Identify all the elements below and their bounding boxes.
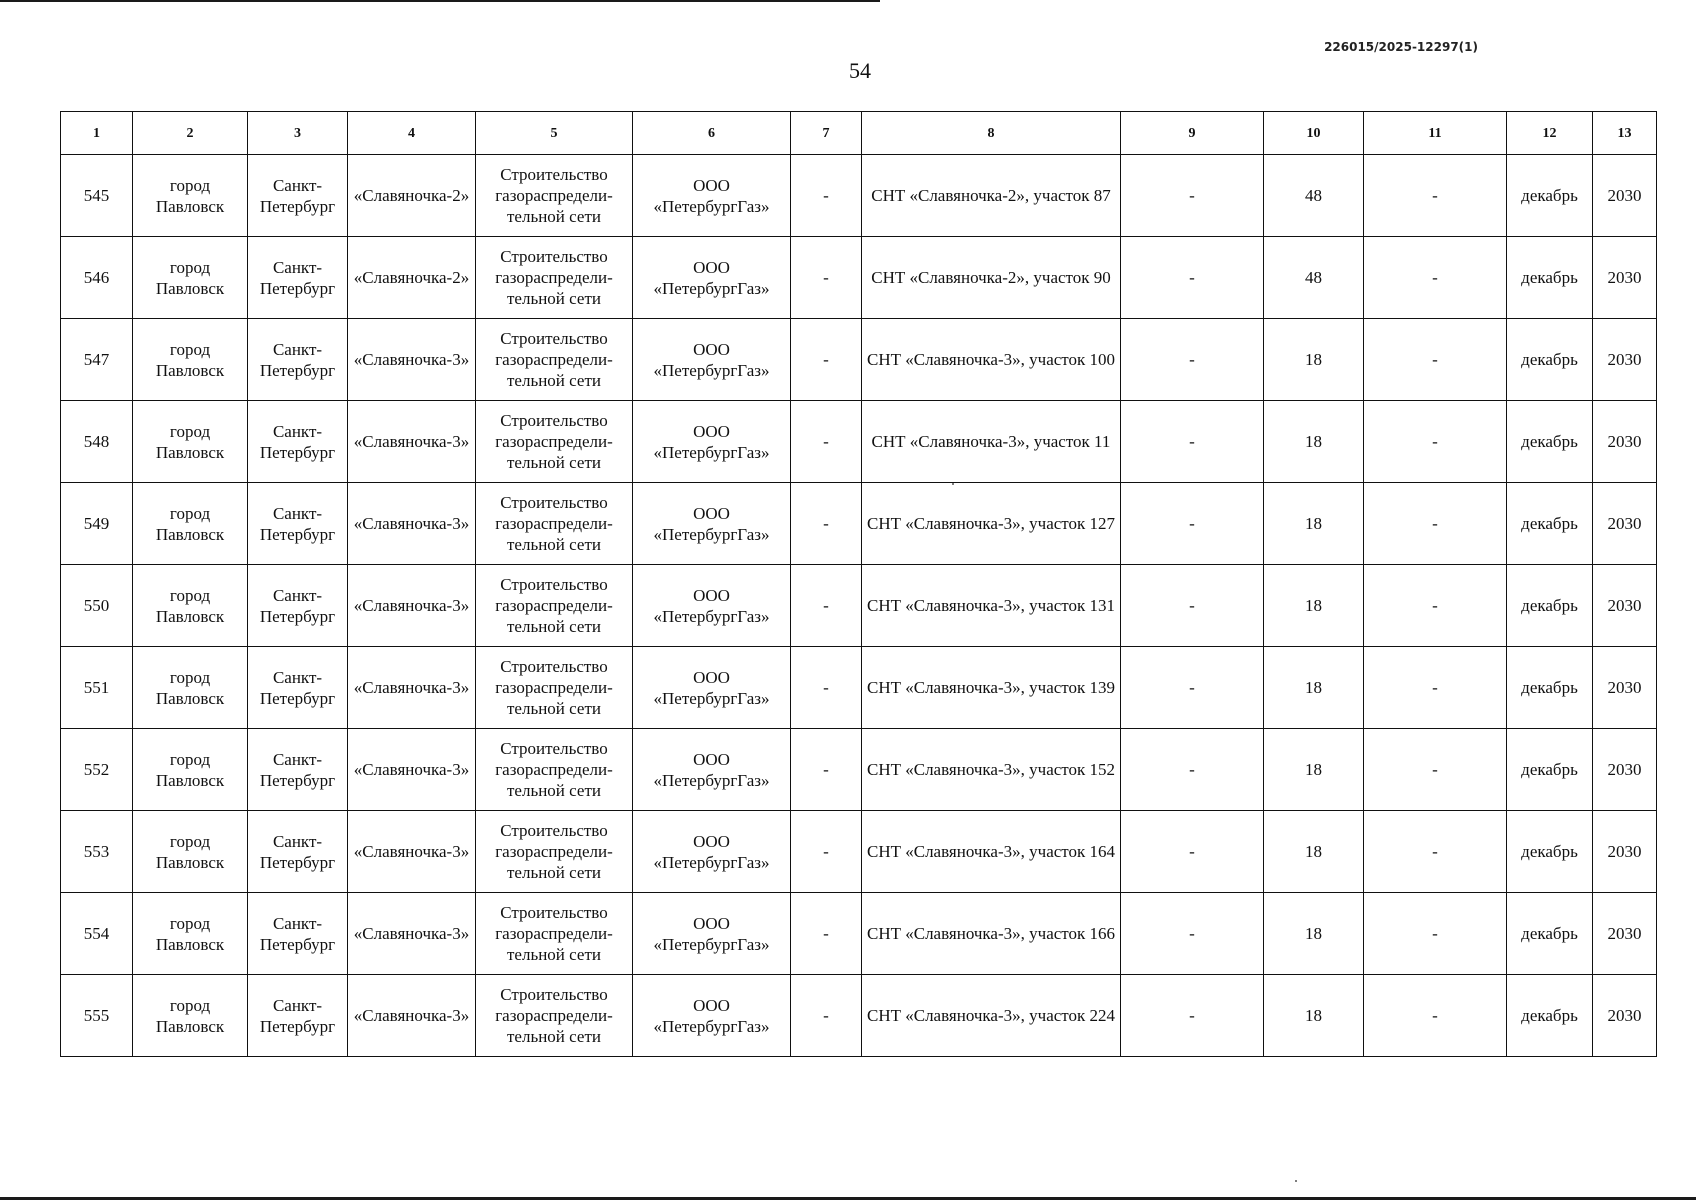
subject-cell: Санкт-Петербург: [248, 237, 348, 319]
year-cell: 2030: [1593, 893, 1657, 975]
scan-speck: [1295, 1180, 1297, 1182]
object-name-cell: «Славяночка-3»: [348, 483, 476, 565]
works-cell: Строительство газораспредели-тельной сети: [476, 401, 633, 483]
row-number-cell: 549: [61, 483, 133, 565]
works-cell: Строительство газораспредели-тельной сети: [476, 729, 633, 811]
subject-cell: Санкт-Петербург: [248, 483, 348, 565]
year-cell: 2030: [1593, 811, 1657, 893]
column-11-cell: -: [1364, 483, 1507, 565]
city-cell: город Павловск: [133, 565, 248, 647]
column-header-13: 13: [1593, 112, 1657, 155]
city-cell: город Павловск: [133, 483, 248, 565]
registry-table: [60, 111, 1657, 1057]
top-scan-rule: [0, 0, 880, 2]
column-9-cell: -: [1121, 647, 1264, 729]
row-number-cell: 555: [61, 975, 133, 1057]
table-row: [61, 893, 1657, 975]
scan-speck: [952, 483, 954, 485]
organization-cell: ООО «ПетербургГаз»: [633, 811, 791, 893]
row-number-cell: 547: [61, 319, 133, 401]
month-cell: декабрь: [1507, 401, 1593, 483]
organization-cell: ООО «ПетербургГаз»: [633, 565, 791, 647]
column-7-cell: -: [791, 565, 862, 647]
row-number-cell: 546: [61, 237, 133, 319]
column-9-cell: -: [1121, 319, 1264, 401]
column-11-cell: -: [1364, 893, 1507, 975]
column-9-cell: -: [1121, 565, 1264, 647]
city-cell: город Павловск: [133, 319, 248, 401]
column-header-7: 7: [791, 112, 862, 155]
works-cell: Строительство газораспредели-тельной сети: [476, 237, 633, 319]
document-registration-number: 226015/2025-12297(1): [1324, 40, 1478, 54]
year-cell: 2030: [1593, 647, 1657, 729]
address-cell: СНТ «Славяночка-3», участок 152: [862, 729, 1121, 811]
works-cell: Строительство газораспредели-тельной сети: [476, 893, 633, 975]
city-cell: город Павловск: [133, 401, 248, 483]
organization-cell: ООО «ПетербургГаз»: [633, 729, 791, 811]
organization-cell: ООО «ПетербургГаз»: [633, 975, 791, 1057]
column-7-cell: -: [791, 155, 862, 237]
column-10-cell: 48: [1264, 237, 1364, 319]
column-header-1: 1: [61, 112, 133, 155]
column-10-cell: 48: [1264, 155, 1364, 237]
page-number: 54: [849, 58, 871, 83]
column-11-cell: -: [1364, 647, 1507, 729]
subject-cell: Санкт-Петербург: [248, 729, 348, 811]
year-cell: 2030: [1593, 729, 1657, 811]
column-10-cell: 18: [1264, 893, 1364, 975]
column-11-cell: -: [1364, 811, 1507, 893]
address-cell: СНТ «Славяночка-3», участок 164: [862, 811, 1121, 893]
column-header-9: 9: [1121, 112, 1264, 155]
city-cell: город Павловск: [133, 155, 248, 237]
year-cell: 2030: [1593, 565, 1657, 647]
row-number-cell: 550: [61, 565, 133, 647]
column-10-cell: 18: [1264, 401, 1364, 483]
column-7-cell: -: [791, 893, 862, 975]
city-cell: город Павловск: [133, 237, 248, 319]
row-number-cell: 554: [61, 893, 133, 975]
column-11-cell: -: [1364, 155, 1507, 237]
works-cell: Строительство газораспредели-тельной сети: [476, 975, 633, 1057]
column-9-cell: -: [1121, 483, 1264, 565]
city-cell: город Павловск: [133, 975, 248, 1057]
month-cell: декабрь: [1507, 975, 1593, 1057]
column-10-cell: 18: [1264, 319, 1364, 401]
address-cell: СНТ «Славяночка-3», участок 100: [862, 319, 1121, 401]
subject-cell: Санкт-Петербург: [248, 319, 348, 401]
organization-cell: ООО «ПетербургГаз»: [633, 319, 791, 401]
column-header-6: 6: [633, 112, 791, 155]
column-10-cell: 18: [1264, 647, 1364, 729]
column-10-cell: 18: [1264, 811, 1364, 893]
column-11-cell: -: [1364, 401, 1507, 483]
table-row: [61, 483, 1657, 565]
column-7-cell: -: [791, 401, 862, 483]
column-11-cell: -: [1364, 237, 1507, 319]
year-cell: 2030: [1593, 975, 1657, 1057]
header-row: [61, 112, 1657, 155]
object-name-cell: «Славяночка-3»: [348, 975, 476, 1057]
table-row: [61, 729, 1657, 811]
object-name-cell: «Славяночка-2»: [348, 155, 476, 237]
column-header-10: 10: [1264, 112, 1364, 155]
row-number-cell: 552: [61, 729, 133, 811]
object-name-cell: «Славяночка-3»: [348, 565, 476, 647]
table-row: [61, 155, 1657, 237]
city-cell: город Павловск: [133, 647, 248, 729]
column-9-cell: -: [1121, 811, 1264, 893]
column-9-cell: -: [1121, 155, 1264, 237]
column-9-cell: -: [1121, 893, 1264, 975]
column-header-12: 12: [1507, 112, 1593, 155]
column-10-cell: 18: [1264, 483, 1364, 565]
works-cell: Строительство газораспредели-тельной сети: [476, 483, 633, 565]
column-header-2: 2: [133, 112, 248, 155]
address-cell: СНТ «Славяночка-2», участок 87: [862, 155, 1121, 237]
year-cell: 2030: [1593, 483, 1657, 565]
column-7-cell: -: [791, 319, 862, 401]
column-header-5: 5: [476, 112, 633, 155]
column-header-11: 11: [1364, 112, 1507, 155]
object-name-cell: «Славяночка-3»: [348, 319, 476, 401]
column-10-cell: 18: [1264, 975, 1364, 1057]
year-cell: 2030: [1593, 237, 1657, 319]
year-cell: 2030: [1593, 401, 1657, 483]
organization-cell: ООО «ПетербургГаз»: [633, 893, 791, 975]
address-cell: СНТ «Славяночка-3», участок 166: [862, 893, 1121, 975]
column-7-cell: -: [791, 811, 862, 893]
address-cell: СНТ «Славяночка-3», участок 139: [862, 647, 1121, 729]
row-number-cell: 551: [61, 647, 133, 729]
address-cell: СНТ «Славяночка-2», участок 90: [862, 237, 1121, 319]
month-cell: декабрь: [1507, 811, 1593, 893]
table-row: [61, 975, 1657, 1057]
table-row: [61, 319, 1657, 401]
column-9-cell: -: [1121, 975, 1264, 1057]
organization-cell: ООО «ПетербургГаз»: [633, 155, 791, 237]
year-cell: 2030: [1593, 155, 1657, 237]
address-cell: СНТ «Славяночка-3», участок 11: [862, 401, 1121, 483]
column-7-cell: -: [791, 729, 862, 811]
month-cell: декабрь: [1507, 565, 1593, 647]
year-cell: 2030: [1593, 319, 1657, 401]
month-cell: декабрь: [1507, 729, 1593, 811]
city-cell: город Павловск: [133, 811, 248, 893]
column-7-cell: -: [791, 647, 862, 729]
city-cell: город Павловск: [133, 729, 248, 811]
address-cell: СНТ «Славяночка-3», участок 224: [862, 975, 1121, 1057]
subject-cell: Санкт-Петербург: [248, 401, 348, 483]
row-number-cell: 545: [61, 155, 133, 237]
column-9-cell: -: [1121, 401, 1264, 483]
column-9-cell: -: [1121, 237, 1264, 319]
column-11-cell: -: [1364, 565, 1507, 647]
organization-cell: ООО «ПетербургГаз»: [633, 401, 791, 483]
subject-cell: Санкт-Петербург: [248, 565, 348, 647]
object-name-cell: «Славяночка-3»: [348, 729, 476, 811]
organization-cell: ООО «ПетербургГаз»: [633, 647, 791, 729]
city-cell: город Павловск: [133, 893, 248, 975]
column-header-4: 4: [348, 112, 476, 155]
month-cell: декабрь: [1507, 155, 1593, 237]
row-number-cell: 553: [61, 811, 133, 893]
object-name-cell: «Славяночка-3»: [348, 647, 476, 729]
month-cell: декабрь: [1507, 647, 1593, 729]
column-7-cell: -: [791, 975, 862, 1057]
subject-cell: Санкт-Петербург: [248, 647, 348, 729]
column-10-cell: 18: [1264, 729, 1364, 811]
table-body: [61, 155, 1657, 1057]
object-name-cell: «Славяночка-3»: [348, 893, 476, 975]
month-cell: декабрь: [1507, 893, 1593, 975]
column-11-cell: -: [1364, 729, 1507, 811]
object-name-cell: «Славяночка-3»: [348, 811, 476, 893]
works-cell: Строительство газораспредели-тельной сети: [476, 647, 633, 729]
month-cell: декабрь: [1507, 483, 1593, 565]
address-cell: СНТ «Славяночка-3», участок 127: [862, 483, 1121, 565]
subject-cell: Санкт-Петербург: [248, 155, 348, 237]
row-number-cell: 548: [61, 401, 133, 483]
column-7-cell: -: [791, 483, 862, 565]
column-header-8: 8: [862, 112, 1121, 155]
column-10-cell: 18: [1264, 565, 1364, 647]
object-name-cell: «Славяночка-2»: [348, 237, 476, 319]
organization-cell: ООО «ПетербургГаз»: [633, 483, 791, 565]
month-cell: декабрь: [1507, 237, 1593, 319]
subject-cell: Санкт-Петербург: [248, 811, 348, 893]
column-7-cell: -: [791, 237, 862, 319]
organization-cell: ООО «ПетербургГаз»: [633, 237, 791, 319]
table-row: [61, 565, 1657, 647]
column-11-cell: -: [1364, 319, 1507, 401]
address-cell: СНТ «Славяночка-3», участок 131: [862, 565, 1121, 647]
subject-cell: Санкт-Петербург: [248, 893, 348, 975]
column-9-cell: -: [1121, 729, 1264, 811]
month-cell: декабрь: [1507, 319, 1593, 401]
object-name-cell: «Славяночка-3»: [348, 401, 476, 483]
works-cell: Строительство газораспредели-тельной сети: [476, 155, 633, 237]
subject-cell: Санкт-Петербург: [248, 975, 348, 1057]
column-11-cell: -: [1364, 975, 1507, 1057]
table-row: [61, 647, 1657, 729]
works-cell: Строительство газораспредели-тельной сети: [476, 811, 633, 893]
column-header-3: 3: [248, 112, 348, 155]
works-cell: Строительство газораспредели-тельной сети: [476, 319, 633, 401]
table-row: [61, 401, 1657, 483]
table-row: [61, 811, 1657, 893]
works-cell: Строительство газораспредели-тельной сети: [476, 565, 633, 647]
table-row: [61, 237, 1657, 319]
